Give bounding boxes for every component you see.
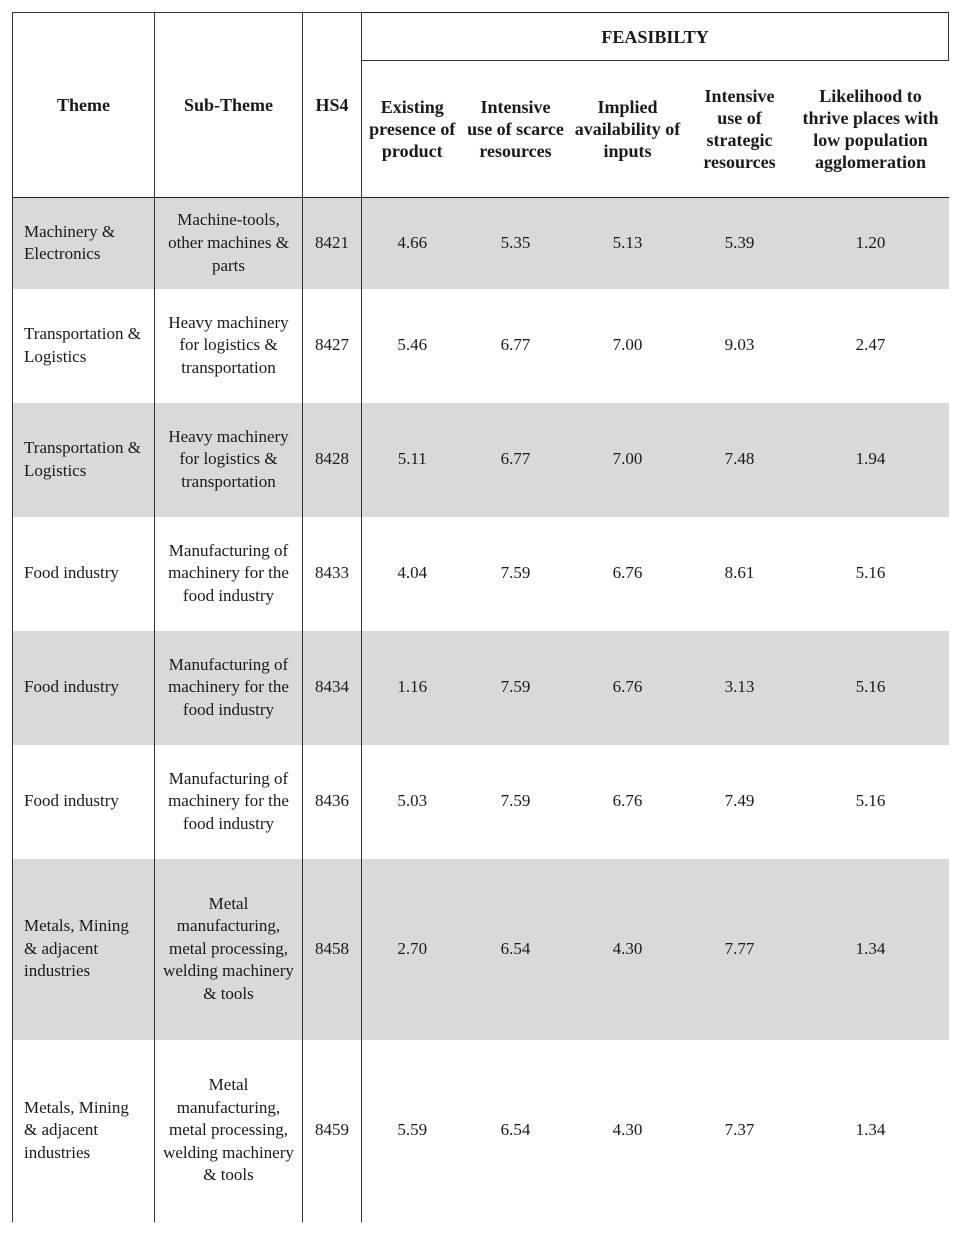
cell-hs4: 8427 xyxy=(303,289,362,403)
cell-sub-theme: Metal manufacturing, metal processing, welding machinery & tools xyxy=(155,1040,303,1222)
cell-hs4: 8459 xyxy=(303,1040,362,1222)
cell-existing: 5.03 xyxy=(397,791,428,811)
cell-implied: 7.00 xyxy=(612,335,643,355)
cell-strategic: 5.39 xyxy=(687,198,793,289)
cell-implied: 4.30 xyxy=(612,1120,643,1140)
cell-existing: 2.70 xyxy=(362,859,463,1040)
cell-likelihood: 1.94 xyxy=(793,403,949,517)
cell-sub-theme: Machine-tools, other machines & parts xyxy=(155,198,303,289)
cell-existing: 5.11 xyxy=(362,403,463,517)
table-row xyxy=(13,289,949,403)
cell-strategic: 7.49 xyxy=(724,791,755,811)
cell-theme: Transportation & Logistics xyxy=(13,289,155,403)
table-row xyxy=(13,631,949,745)
feasibility-table xyxy=(12,12,949,1222)
cell-hs4: 8436 xyxy=(303,745,362,859)
header-implied-availability: Implied availability of inputs xyxy=(569,61,687,198)
cell-strategic: 7.48 xyxy=(687,403,793,517)
cell-theme: Transportation & Logistics xyxy=(13,403,155,517)
cell-theme: Food industry xyxy=(13,517,155,631)
cell-theme: Food industry xyxy=(13,631,155,745)
header-sub-theme: Sub-Theme xyxy=(155,13,303,198)
header-hs4: HS4 xyxy=(303,13,362,198)
cell-existing: 5.46 xyxy=(397,335,428,355)
cell-likelihood: 5.16 xyxy=(855,563,886,583)
cell-existing: 1.16 xyxy=(362,631,463,745)
cell-hs4: 8433 xyxy=(303,517,362,631)
header-scarce-resources: Intensive use of scarce resources xyxy=(463,61,569,198)
cell-implied: 6.76 xyxy=(612,791,643,811)
feasibility-table-container xyxy=(12,12,948,1222)
cell-sub-theme: Heavy machinery for logistics & transportation xyxy=(155,289,303,403)
header-likelihood-low-population: Likelihood to thrive places with low population agglomeration xyxy=(793,61,949,198)
cell-sub-theme: Manufacturing of machinery for the food industry xyxy=(155,517,303,631)
table-row xyxy=(13,198,949,289)
cell-strategic: 3.13 xyxy=(687,631,793,745)
header-strategic-resources: Intensive use of strategic resources xyxy=(687,61,793,198)
cell-likelihood: 1.34 xyxy=(855,1120,886,1140)
cell-implied: 7.00 xyxy=(569,403,687,517)
cell-hs4: 8434 xyxy=(303,631,362,745)
cell-likelihood: 5.16 xyxy=(793,631,949,745)
cell-theme: Machinery & Electronics xyxy=(13,198,155,289)
cell-scarce: 6.77 xyxy=(500,335,531,355)
cell-scarce: 6.54 xyxy=(500,1120,531,1140)
cell-scarce: 7.59 xyxy=(463,631,569,745)
cell-hs4: 8428 xyxy=(303,403,362,517)
cell-likelihood: 2.47 xyxy=(855,335,886,355)
header-existing-presence: Existing presence of product xyxy=(362,61,463,198)
cell-strategic: 8.61 xyxy=(724,563,755,583)
cell-existing: 5.59 xyxy=(397,1120,428,1140)
cell-sub-theme: Heavy machinery for logistics & transportation xyxy=(155,403,303,517)
cell-implied: 5.13 xyxy=(569,198,687,289)
cell-strategic: 7.37 xyxy=(724,1120,755,1140)
cell-scarce: 7.59 xyxy=(500,563,531,583)
table-row xyxy=(13,859,949,1040)
cell-strategic: 9.03 xyxy=(724,335,755,355)
cell-sub-theme: Manufacturing of machinery for the food industry xyxy=(155,631,303,745)
cell-implied: 6.76 xyxy=(612,563,643,583)
header-theme: Theme xyxy=(13,13,155,198)
cell-hs4: 8421 xyxy=(303,198,362,289)
cell-implied: 4.30 xyxy=(569,859,687,1040)
table-row xyxy=(13,517,949,631)
cell-hs4: 8458 xyxy=(303,859,362,1040)
table-row xyxy=(13,1040,949,1222)
cell-theme: Metals, Mining & adjacent industries xyxy=(13,859,155,1040)
header-feasibility-group: FEASIBILTY xyxy=(362,13,949,61)
cell-likelihood: 5.16 xyxy=(855,791,886,811)
table-row xyxy=(13,745,949,859)
cell-existing: 4.04 xyxy=(397,563,428,583)
cell-sub-theme: Manufacturing of machinery for the food industry xyxy=(155,745,303,859)
cell-scarce: 5.35 xyxy=(463,198,569,289)
cell-theme: Food industry xyxy=(13,745,155,859)
table-row xyxy=(13,403,949,517)
cell-likelihood: 1.20 xyxy=(793,198,949,289)
cell-sub-theme: Metal manufacturing, metal processing, welding machinery & tools xyxy=(155,859,303,1040)
cell-likelihood: 1.34 xyxy=(793,859,949,1040)
cell-theme: Metals, Mining & adjacent industries xyxy=(13,1040,155,1222)
cell-scarce: 7.59 xyxy=(500,791,531,811)
cell-scarce: 6.54 xyxy=(463,859,569,1040)
cell-existing: 4.66 xyxy=(362,198,463,289)
cell-implied: 6.76 xyxy=(569,631,687,745)
cell-scarce: 6.77 xyxy=(463,403,569,517)
cell-strategic: 7.77 xyxy=(687,859,793,1040)
